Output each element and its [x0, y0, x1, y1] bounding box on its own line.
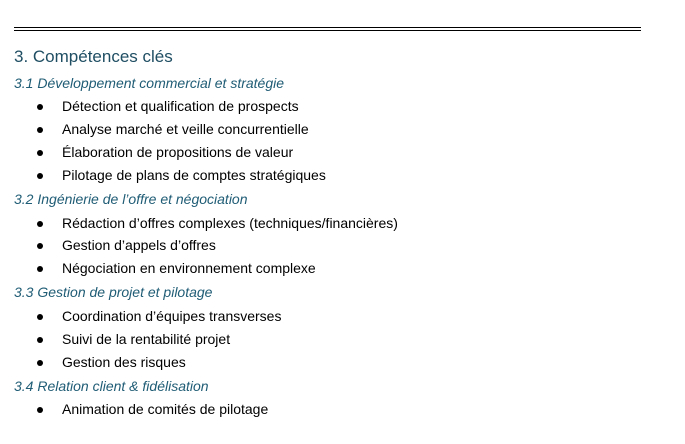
- list-item: [0, 400, 685, 418]
- list-item: [0, 120, 685, 138]
- list-item-text: Négociation en environnement complexe: [62, 260, 316, 276]
- subsection-heading-3-1: 3.1 Développement commercial et stratégie: [14, 75, 285, 91]
- subsection-heading-3-4: 3.4 Relation client & fidélisation: [14, 378, 209, 394]
- list-item: [0, 353, 685, 371]
- list-item: [0, 236, 685, 254]
- bullet-icon: [37, 360, 43, 366]
- horizontal-rule-bottom: [14, 30, 641, 31]
- bullet-icon: [37, 127, 43, 133]
- list-item-text: Élaboration de propositions de valeur: [62, 144, 294, 160]
- bullet-icon: [37, 104, 43, 110]
- bullet-icon: [37, 266, 43, 272]
- bullet-icon: [37, 173, 43, 179]
- list-item-text: Rédaction d’offres complexes (techniques/financières): [62, 215, 398, 231]
- list-item: [0, 143, 685, 161]
- list-item: [0, 214, 685, 232]
- list-item-text: Animation de comités de pilotage: [62, 401, 269, 417]
- bullet-icon: [37, 407, 43, 413]
- subsection-heading-3-2: 3.2 Ingénierie de l’offre et négociation: [14, 191, 248, 207]
- list-item: [0, 166, 685, 184]
- list-item: [0, 259, 685, 277]
- bullet-icon: [37, 243, 43, 249]
- list-item: [0, 97, 685, 115]
- list-item-text: Pilotage de plans de comptes stratégiques: [62, 167, 326, 183]
- bullet-icon: [37, 221, 43, 227]
- bullet-icon: [37, 150, 43, 156]
- list-item: [0, 307, 685, 325]
- list-item-text: Détection et qualification de prospects: [62, 98, 299, 114]
- list-item-text: Coordination d’équipes transverses: [62, 308, 282, 324]
- list-item-text: Suivi de la rentabilité projet: [62, 331, 231, 347]
- list-item-text: Analyse marché et veille concurrentielle: [62, 121, 309, 137]
- section-title: 3. Compétences clés: [14, 47, 173, 66]
- horizontal-rule-top: [14, 27, 641, 28]
- list-item: [0, 330, 685, 348]
- list-item-text: Gestion des risques: [62, 354, 186, 370]
- bullet-icon: [37, 314, 43, 320]
- list-item-text: Gestion d’appels d’offres: [62, 237, 216, 253]
- subsection-heading-3-3: 3.3 Gestion de projet et pilotage: [14, 284, 213, 300]
- bullet-icon: [37, 337, 43, 343]
